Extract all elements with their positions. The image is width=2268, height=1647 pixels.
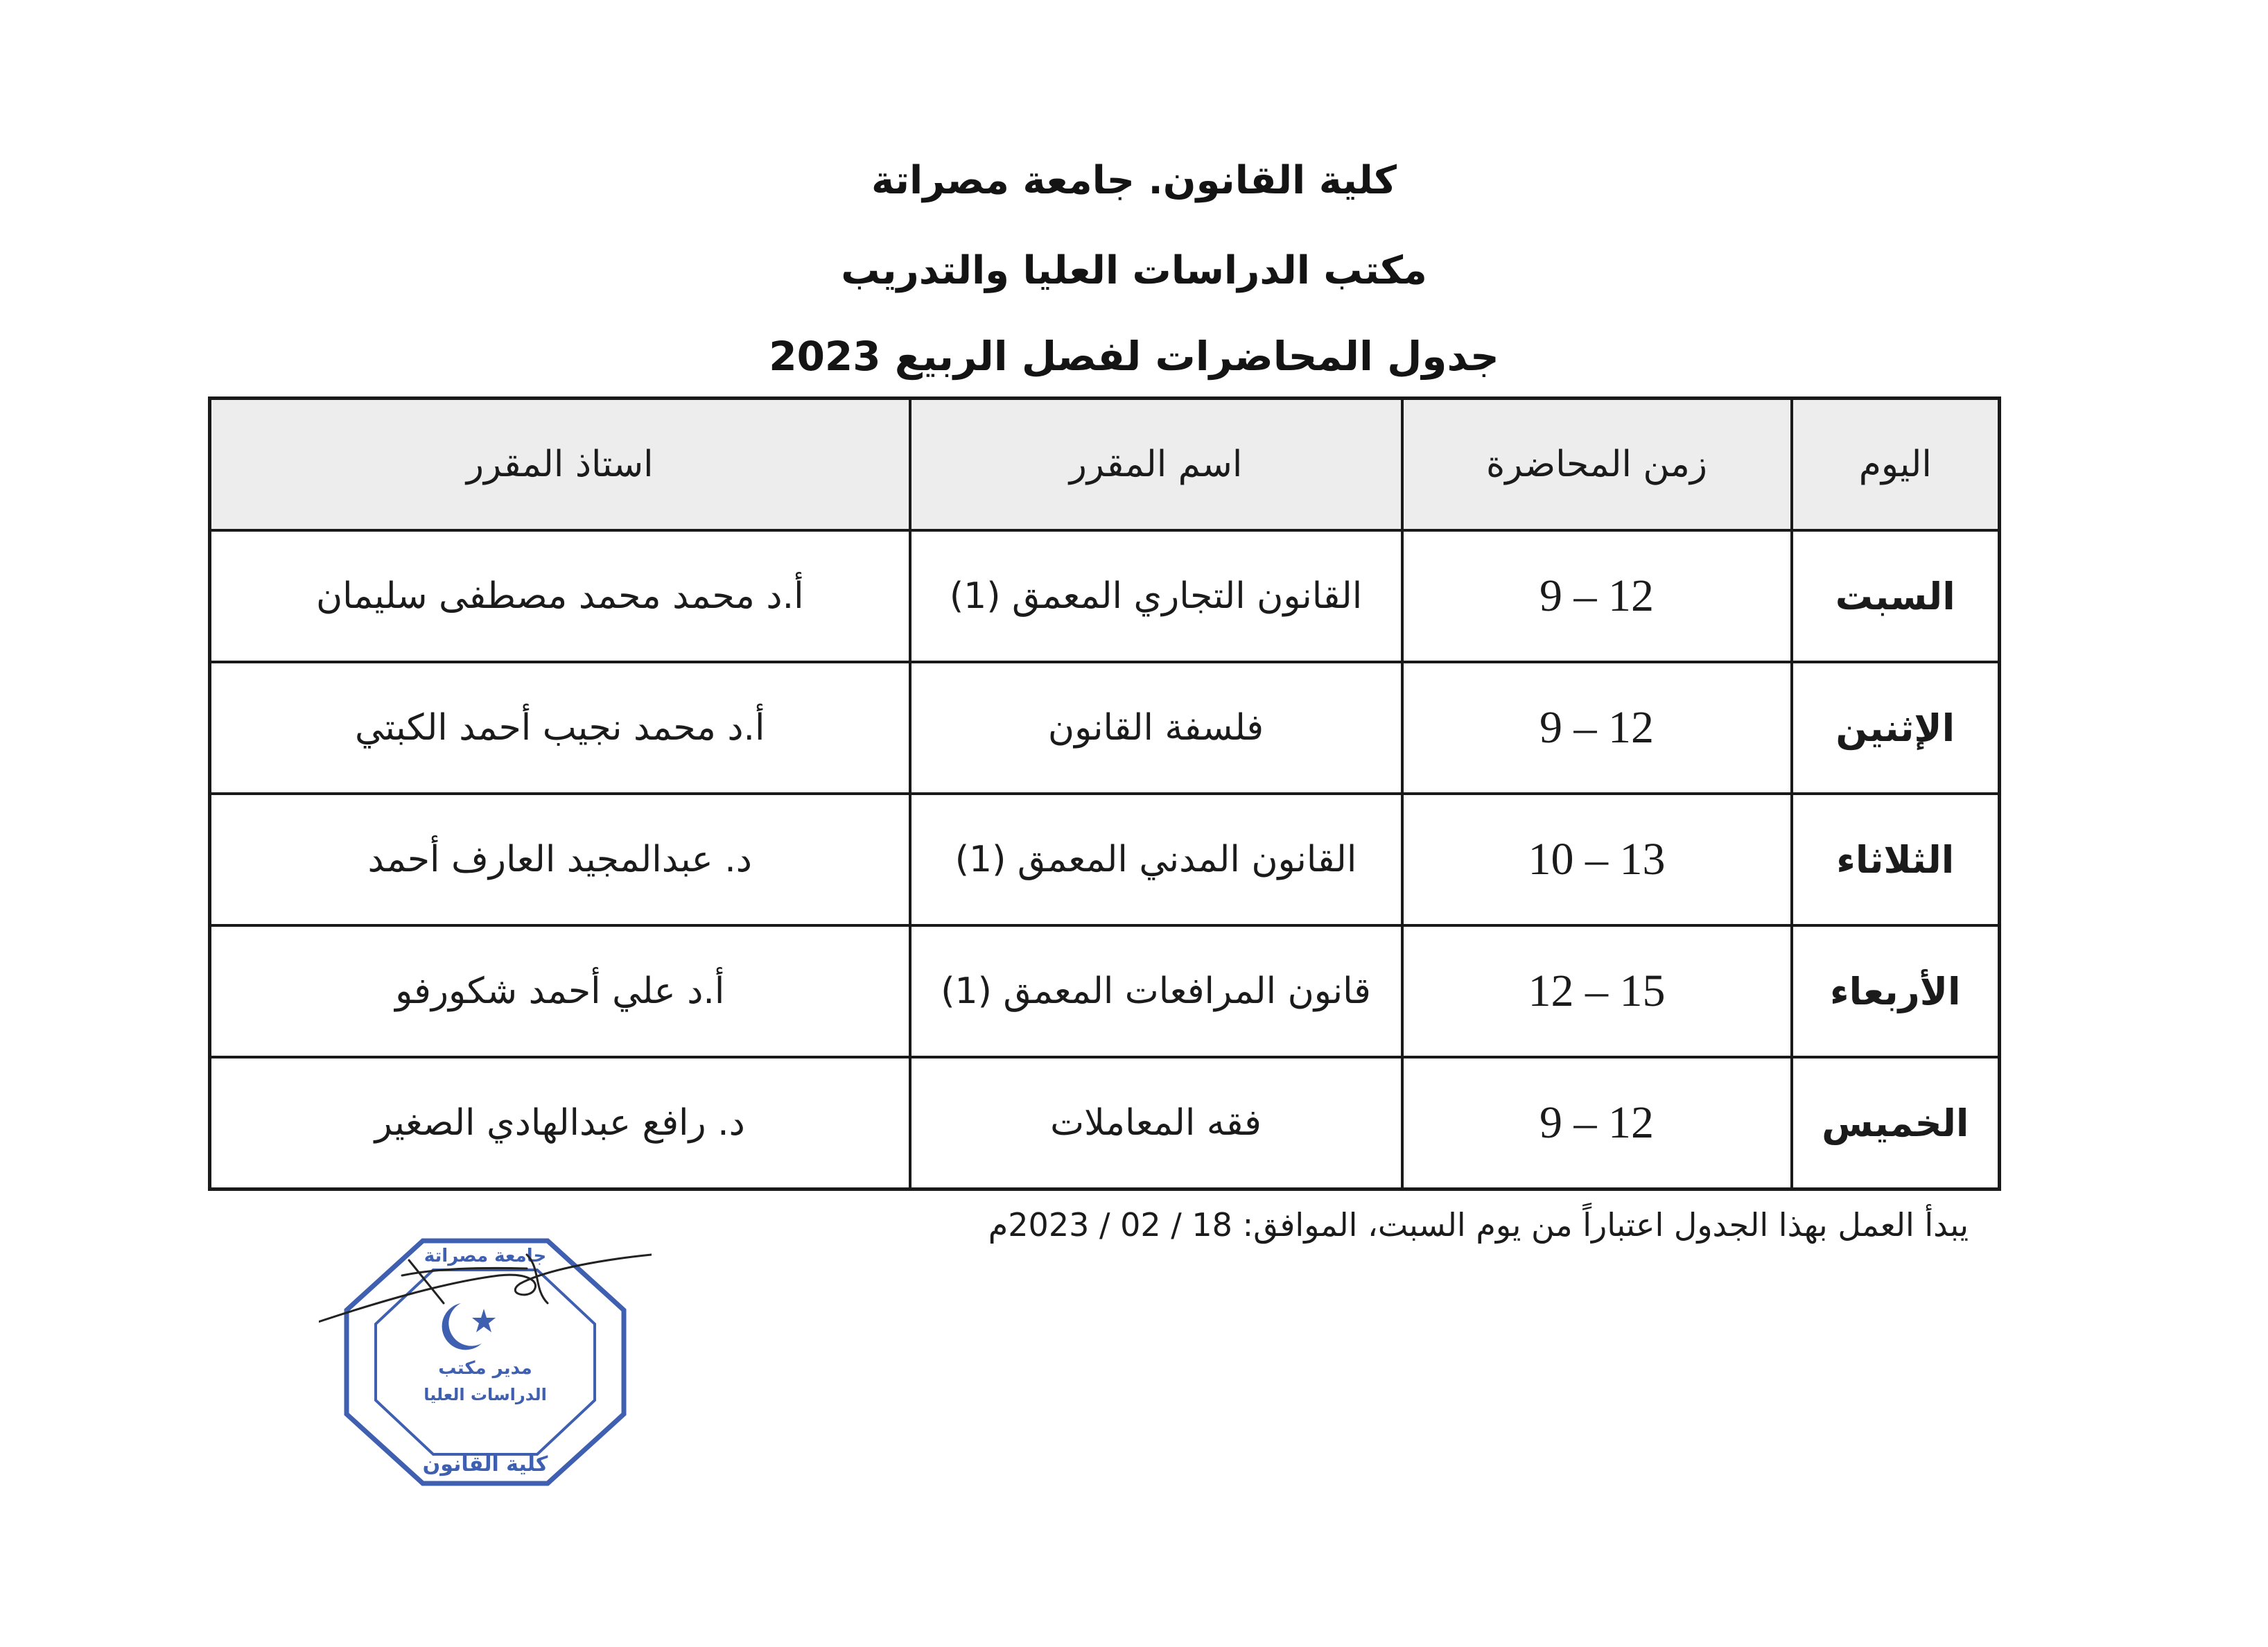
schedule-title: جدول المحاضرات لفصل الربيع 2023 (769, 333, 1499, 380)
time-cell: 9 – 12 (1402, 530, 1792, 662)
day-cell: الأربعاء (1792, 925, 2000, 1057)
stamp-title-line2: الدراسات العليا (424, 1385, 547, 1404)
time-cell: 10 – 13 (1402, 794, 1792, 925)
table-row (210, 1057, 2000, 1190)
stamp-ring-top: جامعة مصراتة (424, 1246, 547, 1266)
header-time: زمن المحاضرة (1402, 399, 1792, 531)
time-cell: 9 – 12 (1402, 662, 1792, 794)
effective-date-note: يبدأ العمل بهذا الجدول اعتباراً من يوم السبت، الموافق: 18 / 02 / 2023م (988, 1206, 1969, 1244)
day-cell: السبت (1792, 530, 2000, 662)
stamp-title-line1: مدير مكتب (438, 1358, 532, 1379)
stamp-ring-bottom: كلية القانون (422, 1452, 548, 1476)
table-row (210, 794, 2000, 925)
header-day: اليوم (1792, 399, 2000, 531)
table-header-row (210, 399, 2000, 531)
time-cell: 9 – 12 (1402, 1057, 1792, 1190)
college-university-title: كلية القانون. جامعة مصراتة (871, 158, 1397, 203)
course-cell: فقه المعاملات (910, 1057, 1402, 1190)
professor-cell: د. رافع عبدالهادي الصغير (210, 1057, 910, 1190)
course-cell: القانون المدني المعمق (1) (910, 794, 1402, 925)
course-cell: القانون التجاري المعمق (1) (910, 530, 1402, 662)
office-title: مكتب الدراسات العليا والتدريب (841, 248, 1427, 293)
crescent-star-icon (442, 1303, 496, 1350)
table-row (210, 662, 2000, 794)
course-cell: فلسفة القانون (910, 662, 1402, 794)
professor-cell: أ.د محمد محمد مصطفى سليمان (210, 530, 910, 662)
official-stamp (319, 1227, 652, 1497)
header-course: اسم المقرر (910, 399, 1402, 531)
professor-cell: د. عبدالمجيد العارف أحمد (210, 794, 910, 925)
professor-cell: أ.د محمد نجيب أحمد الكبتي (210, 662, 910, 794)
course-cell: قانون المرافعات المعمق (1) (910, 925, 1402, 1057)
time-cell: 12 – 15 (1402, 925, 1792, 1057)
day-cell: الخميس (1792, 1057, 2000, 1190)
day-cell: الثلاثاء (1792, 794, 2000, 925)
professor-cell: أ.د علي أحمد شكورفو (210, 925, 910, 1057)
table-row (210, 530, 2000, 662)
lecture-schedule-table (208, 397, 2001, 1191)
header-professor: استاذ المقرر (210, 399, 910, 531)
table-row (210, 925, 2000, 1057)
day-cell: الإثنين (1792, 662, 2000, 794)
